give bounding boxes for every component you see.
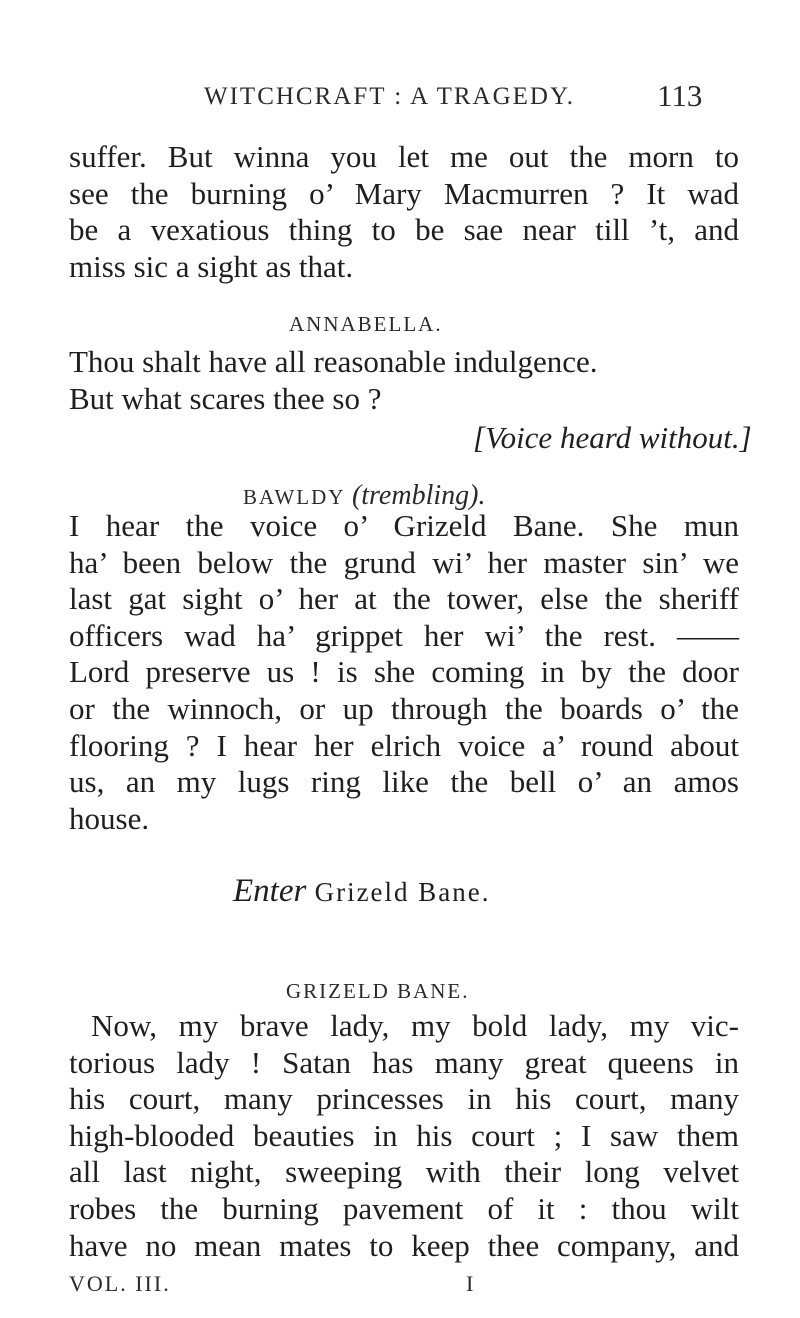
- stage-entrance: [233, 873, 491, 910]
- volume-mark: VOL. III.: [69, 1271, 171, 1296]
- text-line: flooring ? I hear her elrich voice a’ round about: [69, 727, 739, 763]
- text-line: suffer. But winna you let me out the morn to: [69, 139, 739, 174]
- text-line: last gat sight o’ her at the tower, else the sheriff: [69, 581, 739, 617]
- speaker-direction: (trembling).: [351, 480, 486, 511]
- text-line: all last night, sweeping with their long velvet: [69, 1154, 739, 1190]
- text-line: miss sic a sight as that.: [69, 248, 354, 284]
- text-line: or the winnoch, or up through the boards o’ the: [69, 690, 739, 726]
- signature-mark: I: [466, 1271, 474, 1296]
- text-line: I hear the voice o’ Grizeld Bane. She mun: [69, 508, 739, 543]
- speaker-annabella: ANNABELLA.: [289, 312, 443, 336]
- text-line: officers wad ha’ grippet her wi’ the rest. ——: [69, 617, 739, 653]
- text-line: Thou shalt have all reasonable indulgence.: [69, 344, 598, 379]
- text-line: torious lady ! Satan has many great queens in: [69, 1044, 739, 1080]
- text-line: have no mean mates to keep thee company, and: [69, 1227, 739, 1263]
- enter-character: Grizeld Bane.: [314, 877, 491, 907]
- paragraph-3: [69, 508, 739, 837]
- speaker-grizeld-bane: GRIZELD BANE.: [286, 979, 470, 1003]
- speaker-name: BAWLDY: [243, 485, 345, 509]
- text-line: ha’ been below the grund wi’ her master sin’ we: [69, 544, 739, 580]
- text-line: Now, my brave lady, my bold lady, my vic-: [91, 1008, 739, 1043]
- text-line: see the burning o’ Mary Macmurren ? It wad: [69, 175, 739, 211]
- running-head: WITCHCRAFT : A TRAGEDY.: [204, 83, 576, 110]
- stage-direction: [Voice heard without.]: [473, 420, 752, 455]
- page-number: 113: [657, 78, 703, 113]
- paragraph-1: [69, 139, 739, 285]
- text-line: robes the burning pavement of it : thou wilt: [69, 1190, 739, 1226]
- enter-word: Enter: [233, 873, 307, 909]
- text-line: his court, many princesses in his court, many: [69, 1081, 739, 1117]
- text-line: Lord preserve us ! is she coming in by the door: [69, 654, 739, 690]
- text-line: be a vexatious thing to be sae near till ’t, and: [69, 212, 739, 248]
- text-line: But what scares thee so ?: [69, 380, 382, 416]
- text-line: high-blooded beauties in his court ; I saw them: [69, 1117, 739, 1153]
- paragraph-4: [69, 1008, 739, 1264]
- paragraph-2: [69, 344, 739, 417]
- text-line: house.: [69, 800, 150, 836]
- text-line: us, an my lugs ring like the bell o’ an amos: [69, 764, 739, 800]
